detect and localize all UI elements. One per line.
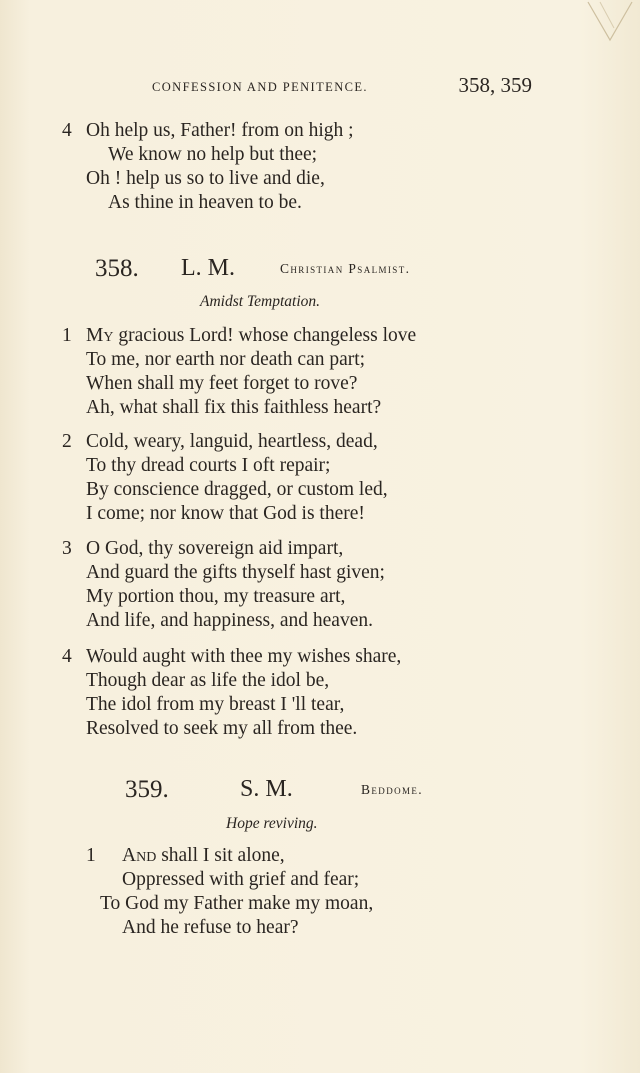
verse-number: 1 <box>86 845 96 866</box>
verse-text: The idol from my breast I 'll tear, <box>86 694 345 715</box>
first-word: And <box>122 845 157 866</box>
verse-text: To thy dread courts I oft repair; <box>86 455 331 476</box>
verse-text: O God, thy sovereign aid impart, <box>86 538 344 559</box>
verse-text: And he refuse to hear? <box>122 917 299 938</box>
hymn-number: 359. <box>125 776 169 803</box>
page-numbers: 358, 359 <box>458 73 532 97</box>
verse-text: Would aught with thee my wishes share, <box>86 646 402 667</box>
verse-text: And life, and happiness, and heaven. <box>86 610 373 631</box>
verse-text: Oh ! help us so to live and die, <box>86 168 325 189</box>
verse-text: As thine in heaven to be. <box>108 192 302 213</box>
first-word: My <box>86 325 114 346</box>
verse-number: 2 <box>62 431 72 452</box>
verse-number: 4 <box>62 646 72 667</box>
running-header <box>152 73 532 100</box>
verse-number: 3 <box>62 538 72 559</box>
hymn-author: Beddome. <box>361 782 424 797</box>
page-corner-fold <box>580 0 640 60</box>
hymn-meter: S. M. <box>240 776 293 802</box>
verse-text: Cold, weary, languid, heartless, dead, <box>86 431 378 452</box>
hymn-number: 358. <box>95 255 139 282</box>
verse-text: Oh help us, Father! from on high ; <box>86 120 354 141</box>
hymn-358-heading <box>95 255 485 285</box>
verse-text: We know no help but thee; <box>108 144 318 165</box>
verse-text: To me, nor earth nor death can part; <box>86 349 366 370</box>
verse-text: I come; nor know that God is there! <box>86 503 365 524</box>
verse-text <box>86 324 416 348</box>
verse-text: By conscience dragged, or custom led, <box>86 479 388 500</box>
hymn-359-title: Hope reviving. <box>226 815 318 832</box>
verse-text <box>122 844 285 868</box>
verse-text: Resolved to seek my all from thee. <box>86 718 358 739</box>
verse-text: When shall my feet forget to rove? <box>86 373 358 394</box>
hymn-author: Christian Psalmist. <box>280 261 411 276</box>
verse-text: Oppressed with grief and fear; <box>122 869 360 890</box>
verse-text: My portion thou, my treasure art, <box>86 586 346 607</box>
verse-text: To God my Father make my moan, <box>100 893 374 914</box>
verse-rest: gracious Lord! whose changeless love <box>113 325 417 346</box>
verse-text: Though dear as life the idol be, <box>86 670 330 691</box>
hymn-359-heading <box>125 776 515 806</box>
verse-number: 4 <box>62 120 72 141</box>
verse-rest: shall I sit alone, <box>156 845 285 866</box>
hymn-358-title: Amidst Temptation. <box>200 293 320 310</box>
verse-number: 1 <box>62 325 72 346</box>
running-title: CONFESSION AND PENITENCE. <box>152 80 368 94</box>
verse-text: And guard the gifts thyself hast given; <box>86 562 385 583</box>
hymn-meter: L. M. <box>181 255 235 281</box>
verse-text: Ah, what shall fix this faithless heart? <box>86 397 382 418</box>
